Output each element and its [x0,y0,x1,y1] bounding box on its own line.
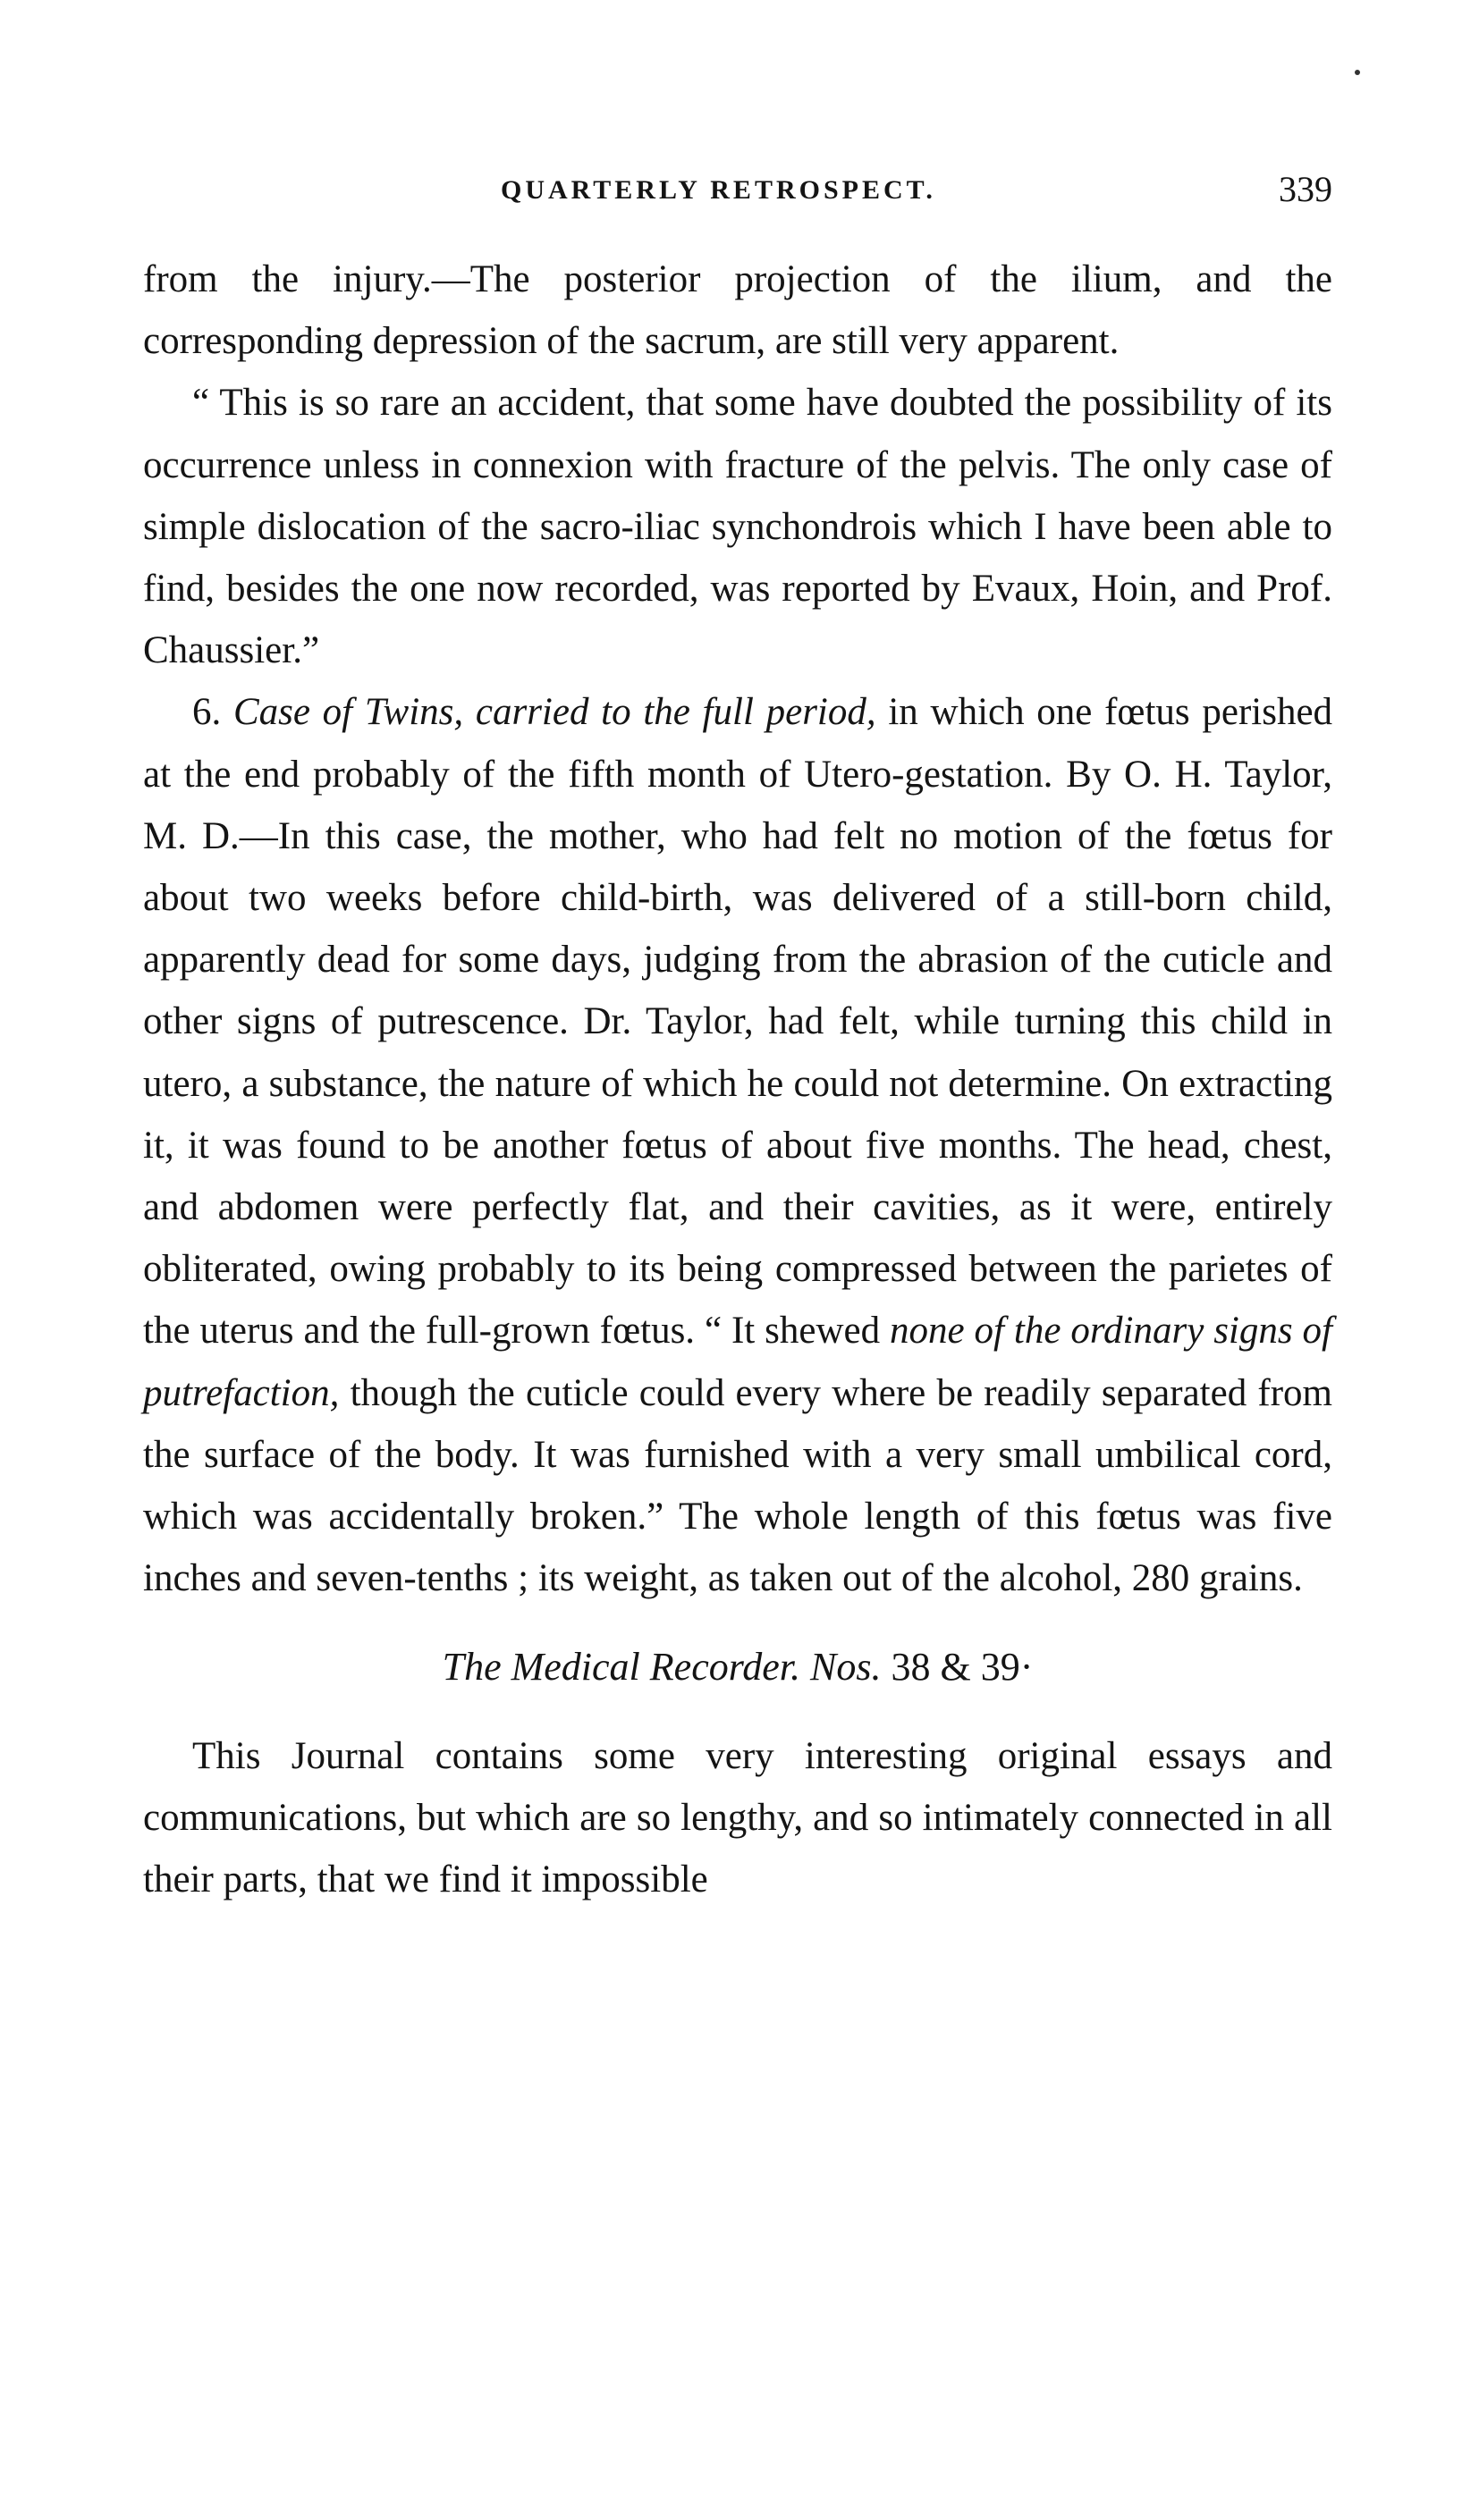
paragraph-quote: “ This is so rare an accident, that some have doubted the possibility of its occurrence unless in connexion with fracture of the pelvis. The only case of simple dislocation of the sacro-iliac synchondrois which I have been able to find, besides the one now recorded, was reported by Evaux, Hoin, and Prof. Chaussier.” [143,382,1332,672]
case-text-b: though the cuticle could every where be readily separated from the surface of the body. It was furnished with a very small umbilical cord, which was accidentally broken.” The whole length of this fœtus was five inches and seven-tenths ; its weight, as taken out of the alcohol, 280 grains. [143,1371,1333,1600]
issue-numbers: 38 & 39· [891,1645,1034,1690]
section-heading [143,1636,1332,1698]
body-text [143,249,1332,1910]
page-header [143,168,1350,222]
issue-label: Nos. [810,1645,882,1690]
case-quote-italic: none of the ordinary signs of putrefaction, [143,1310,1332,1414]
case-text-a: in which one fœtus perished at the end probably of the fifth month of Utero-gestation. By O. H. Taylor, M. D.—In this case, the mother, who had felt no motion of the fœtus for about two weeks before child-birth, was delivered of a still-born child, apparently dead for some days, judging from the abrasion of the cuticle and other signs of putrescence. Dr. Taylor, had felt, while turning this child in utero, a substance, the nature of which he could not determine. On extracting it, it was found to be another fœtus of about five months. The head, chest, and abdomen were perfectly flat, and their cavities, as it were, entirely obliterated, owing probably to its being compressed between the parietes of the uterus and the full-grown fœtus. “ It shewed [143,691,1333,1353]
running-head: QUARTERLY RETROSPECT. [501,175,936,205]
paragraph-case-twins [143,681,1332,1609]
case-number: 6. [192,691,222,734]
page-number: 339 [1279,169,1332,209]
case-title: Case of Twins, carried to the full period, [232,691,876,734]
journal-title: The Medical Recorder. [442,1645,800,1690]
ink-speck [1355,70,1360,75]
paragraph-journal: This Journal contains some very interesting original essays and communications, but which are so lengthy, and so intimately connected in all their parts, that we find it impossible [143,1734,1332,1901]
paragraph-continuation: from the injury.—The posterior projection of the ilium, and the corresponding depression of the sacrum, are still very apparent. [143,258,1332,363]
